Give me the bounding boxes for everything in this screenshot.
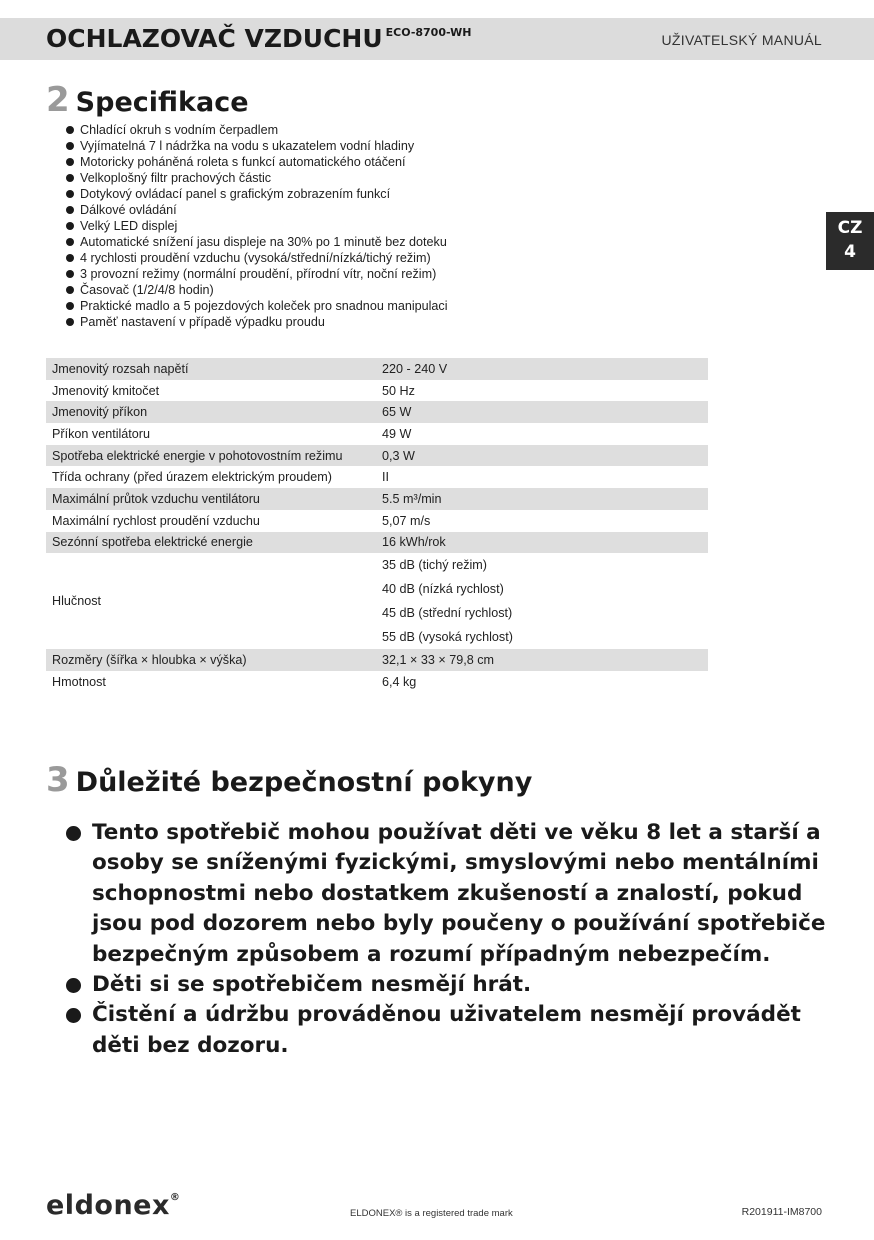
document-code: R201911-IM8700 [741,1206,822,1218]
spec-value-cell: 16 kWh/rok [376,532,708,554]
spec-row [46,532,708,554]
trademark-note: ELDONEX® is a registered trade mark [350,1208,513,1219]
spec-row [46,649,708,671]
section-title: Důležité bezpečnostní pokyny [75,767,533,798]
safety-item: Tento spotřebič mohou používat děti ve věku 8 let a starší a osoby se sníženými fyzickými, smyslovými nebo mentálními schopnostmi nebo dostatkem zkušeností a znalostí, pokud jsou pod dozorem nebo byly poučeny o používání spotřebiče bezpečným způsobem a rozumí případným nebezpečím. [66,818,836,970]
spec-value-cell [376,553,708,649]
feature-item: Chladící okruh s vodním čerpadlem [66,122,448,138]
spec-value: 35 dB (tichý režim) [382,558,487,573]
feature-item: Praktické madlo a 5 pojezdových koleček pro snadnou manipulaci [66,298,448,314]
feature-item: Velkoplošný filtr prachových částic [66,170,448,186]
specification-table [46,358,708,693]
spec-row [46,358,708,380]
feature-item: 4 rychlosti proudění vzduchu (vysoká/střední/nízká/tichý režim) [66,250,448,266]
spec-label: Sezónní spotřeba elektrické energie [46,532,376,554]
spec-label: Třída ochrany (před úrazem elektrickým proudem) [52,470,332,485]
spec-row [46,445,708,467]
feature-item: Velký LED displej [66,218,448,234]
spec-label: Jmenovitý příkon [46,401,376,423]
feature-item: 3 provozní režimy (normální proudění, přírodní vítr, noční režim) [66,266,448,282]
feature-item: Časovač (1/2/4/8 hodin) [66,282,448,298]
spec-value: 55 dB (vysoká rychlost) [382,630,513,645]
spec-row [46,466,708,488]
spec-label: Hmotnost [52,674,106,689]
spec-value-cell: 32,1 × 33 × 79,8 cm [376,649,708,671]
spec-row [46,488,708,510]
document-title [46,24,471,53]
model-number: ECO-8700-WH [385,26,472,39]
spec-value-cell: 6,4 kg [382,674,417,689]
language-page-tab [826,212,874,270]
registered-mark: ® [169,1192,181,1203]
safety-item: Čistění a údržbu prováděnou uživatelem nesmějí provádět děti bez dozoru. [66,1000,836,1061]
safety-item: Děti si se spotřebičem nesmějí hrát. [66,970,836,1000]
spec-value-cell: II [382,470,389,485]
feature-item: Motoricky poháněná roleta s funkcí automatického otáčení [66,154,448,170]
section-heading-safety [46,760,532,800]
spec-value: 40 dB (nízká rychlost) [382,582,504,597]
feature-list [66,122,448,330]
spec-label: Rozměry (šířka × hloubka × výška) [46,649,376,671]
spec-label: Jmenovitý kmitočet [52,383,160,398]
spec-row [46,553,708,649]
spec-row [46,671,708,693]
feature-item: Paměť nastavení v případě výpadku proudu [66,314,448,330]
spec-value: 45 dB (střední rychlost) [382,606,513,621]
spec-label: Jmenovitý rozsah napětí [46,358,376,380]
spec-value-cell: 0,3 W [376,445,708,467]
spec-row [46,423,708,445]
spec-value-cell: 5.5 m³/min [376,488,708,510]
manual-label: UŽIVATELSKÝ MANUÁL [661,32,822,48]
spec-value-cell: 49 W [382,426,412,441]
feature-item: Vyjímatelná 7 l nádržka na vodu s ukazatelem vodní hladiny [66,138,448,154]
spec-label: Maximální rychlost proudění vzduchu [52,513,260,528]
product-name: OCHLAZOVAČ VZDUCHU [46,24,383,53]
section-heading-specifications [46,80,249,120]
feature-item: Dotykový ovládací panel s grafickým zobrazením funkcí [66,186,448,202]
spec-row [46,401,708,423]
spec-value-cell: 65 W [376,401,708,423]
section-number: 2 [46,80,70,120]
spec-label: Spotřeba elektrické energie v pohotovostním režimu [46,445,376,467]
section-title: Specifikace [75,87,249,118]
spec-value-cell: 5,07 m/s [382,513,431,528]
page-number: 4 [844,242,856,262]
language-code: CZ [837,218,863,238]
feature-item: Automatické snížení jasu displeje na 30% po 1 minutě bez doteku [66,234,448,250]
spec-row [46,510,708,532]
safety-instructions-list [66,818,836,1061]
spec-row [46,380,708,402]
brand-name: eldonex [46,1190,170,1221]
feature-item: Dálkové ovládání [66,202,448,218]
spec-value-cell: 50 Hz [382,383,415,398]
spec-label: Maximální průtok vzduchu ventilátoru [46,488,376,510]
section-number: 3 [46,760,70,800]
spec-label: Hlučnost [52,594,101,609]
brand-logo [46,1190,180,1221]
spec-value-cell: 220 - 240 V [376,358,708,380]
spec-label: Příkon ventilátoru [52,426,151,441]
